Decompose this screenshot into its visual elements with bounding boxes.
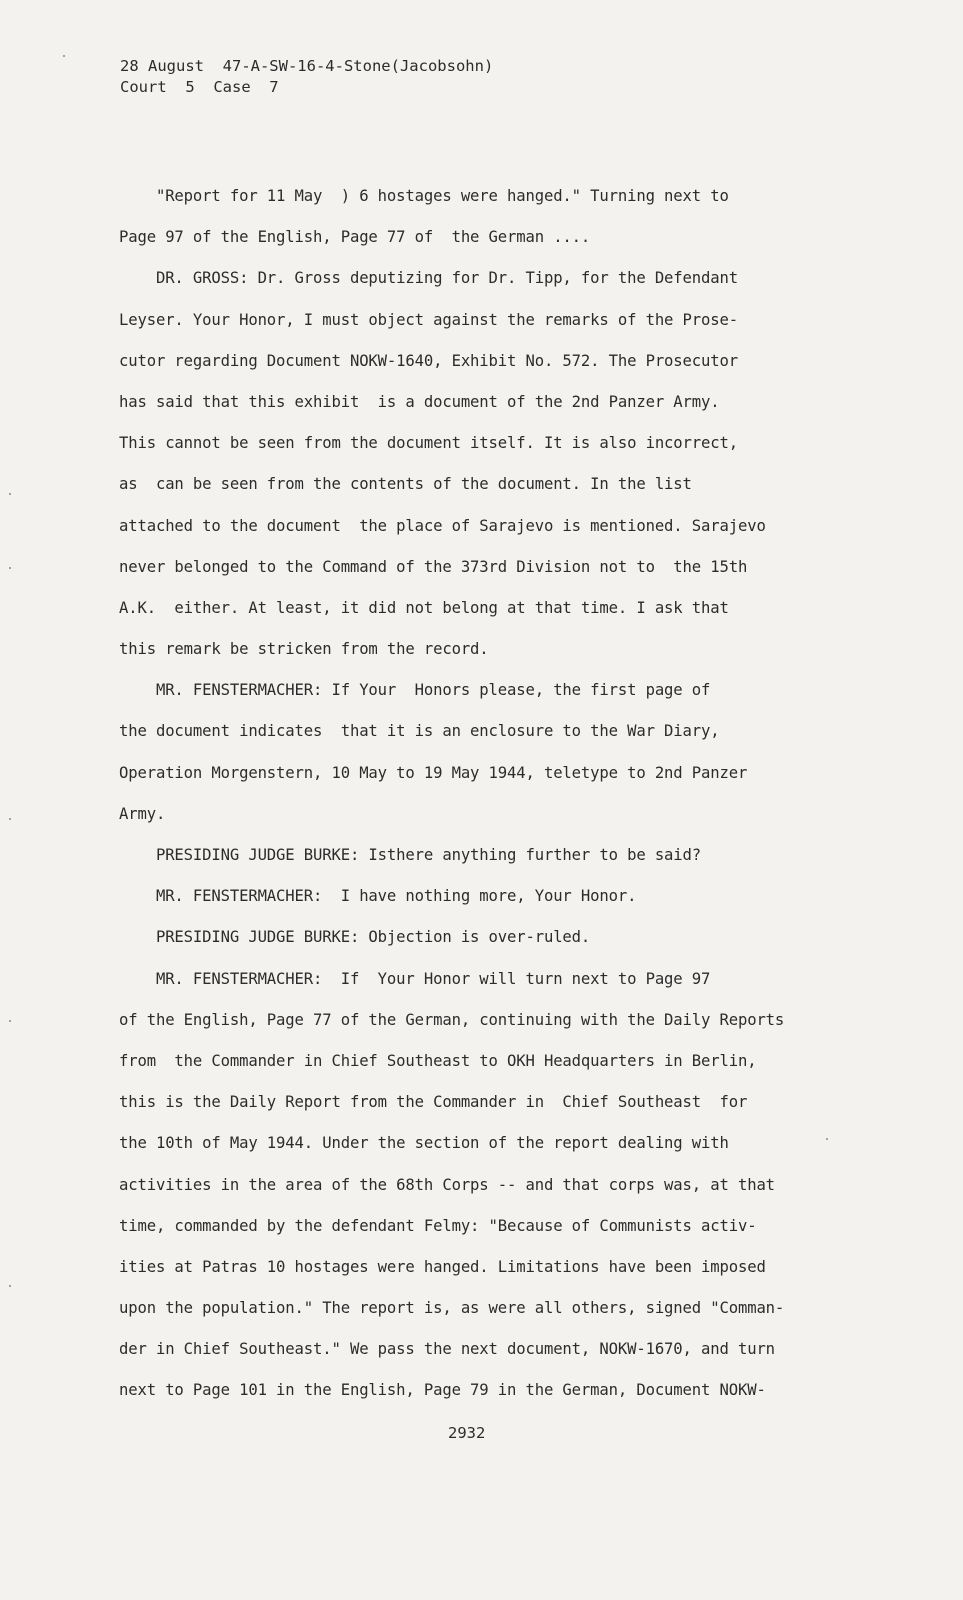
text-line: A.K. either. At least, it did not belong at that time. I ask that bbox=[119, 598, 729, 617]
text-line: has said that this exhibit is a document of the 2nd Panzer Army. bbox=[119, 392, 720, 411]
text-line: Operation Morgenstern, 10 May to 19 May 1944, teletype to 2nd Panzer bbox=[119, 763, 748, 782]
text-line: PRESIDING JUDGE BURKE: Isthere anything further to be said? bbox=[119, 846, 702, 864]
paper-speck bbox=[9, 1285, 11, 1287]
text-line: Page 97 of the English, Page 77 of the German .... bbox=[119, 228, 591, 247]
text-line: DR. GROSS: Dr. Gross deputizing for Dr. Tipp, for the Defendant bbox=[119, 269, 738, 288]
text-line: Army. bbox=[119, 804, 166, 823]
page-number: 2932 bbox=[448, 1424, 486, 1442]
text-line: Leyser. Your Honor, I must object against the remarks of the Prose- bbox=[119, 310, 738, 329]
paper-speck bbox=[9, 493, 11, 495]
text-line: from the Commander in Chief Southeast to OKH Headquarters in Berlin, bbox=[119, 1051, 757, 1070]
text-line: of the English, Page 77 of the German, continuing with the Daily Reports bbox=[119, 1010, 785, 1029]
text-line: the 10th of May 1944. Under the section of the report dealing with bbox=[119, 1134, 729, 1153]
paper-speck bbox=[9, 567, 11, 569]
text-line: upon the population." The report is, as were all others, signed "Comman- bbox=[119, 1299, 785, 1318]
header-court-case: Court 5 Case 7 bbox=[120, 78, 279, 96]
text-line: ities at Patras 10 hostages were hanged. Limitations have been imposed bbox=[119, 1257, 766, 1276]
text-line: activities in the area of the 68th Corps -- and that corps was, at that bbox=[119, 1175, 775, 1194]
paper-speck bbox=[9, 1020, 11, 1022]
document-header bbox=[120, 56, 493, 98]
text-line: MR. FENSTERMACHER: If Your Honor will turn next to Page 97 bbox=[119, 969, 711, 988]
text-line: never belonged to the Command of the 373rd Division not to the 15th bbox=[119, 557, 748, 576]
text-line: next to Page 101 in the English, Page 79 in the German, Document NOKW- bbox=[119, 1381, 766, 1400]
text-line: "Report for 11 May ) 6 hostages were hanged." Turning next to bbox=[119, 187, 729, 205]
text-line: the document indicates that it is an enclosure to the War Diary, bbox=[119, 722, 720, 741]
text-line: time, commanded by the defendant Felmy: "Because of Communists activ- bbox=[119, 1216, 757, 1235]
text-line: this remark be stricken from the record. bbox=[119, 640, 489, 659]
text-line: der in Chief Southeast." We pass the next document, NOKW-1670, and turn bbox=[119, 1340, 775, 1359]
paper-speck bbox=[63, 55, 65, 57]
text-line: PRESIDING JUDGE BURKE: Objection is over-ruled. bbox=[119, 928, 591, 947]
text-line: this is the Daily Report from the Commander in Chief Southeast for bbox=[119, 1093, 748, 1112]
text-line: MR. FENSTERMACHER: I have nothing more, Your Honor. bbox=[119, 887, 637, 906]
text-line: attached to the document the place of Sarajevo is mentioned. Sarajevo bbox=[119, 516, 766, 535]
paper-speck bbox=[9, 818, 11, 820]
header-date-reference: 28 August 47-A-SW-16-4-Stone(Jacobsohn) bbox=[120, 57, 494, 75]
text-line: as can be seen from the contents of the document. In the list bbox=[119, 475, 692, 494]
text-line: cutor regarding Document NOKW-1640, Exhibit No. 572. The Prosecutor bbox=[119, 351, 738, 370]
paper-speck bbox=[826, 1138, 828, 1140]
text-line: This cannot be seen from the document itself. It is also incorrect, bbox=[119, 434, 738, 453]
text-line: MR. FENSTERMACHER: If Your Honors please, the first page of bbox=[119, 681, 711, 700]
transcript-body bbox=[119, 176, 879, 1412]
